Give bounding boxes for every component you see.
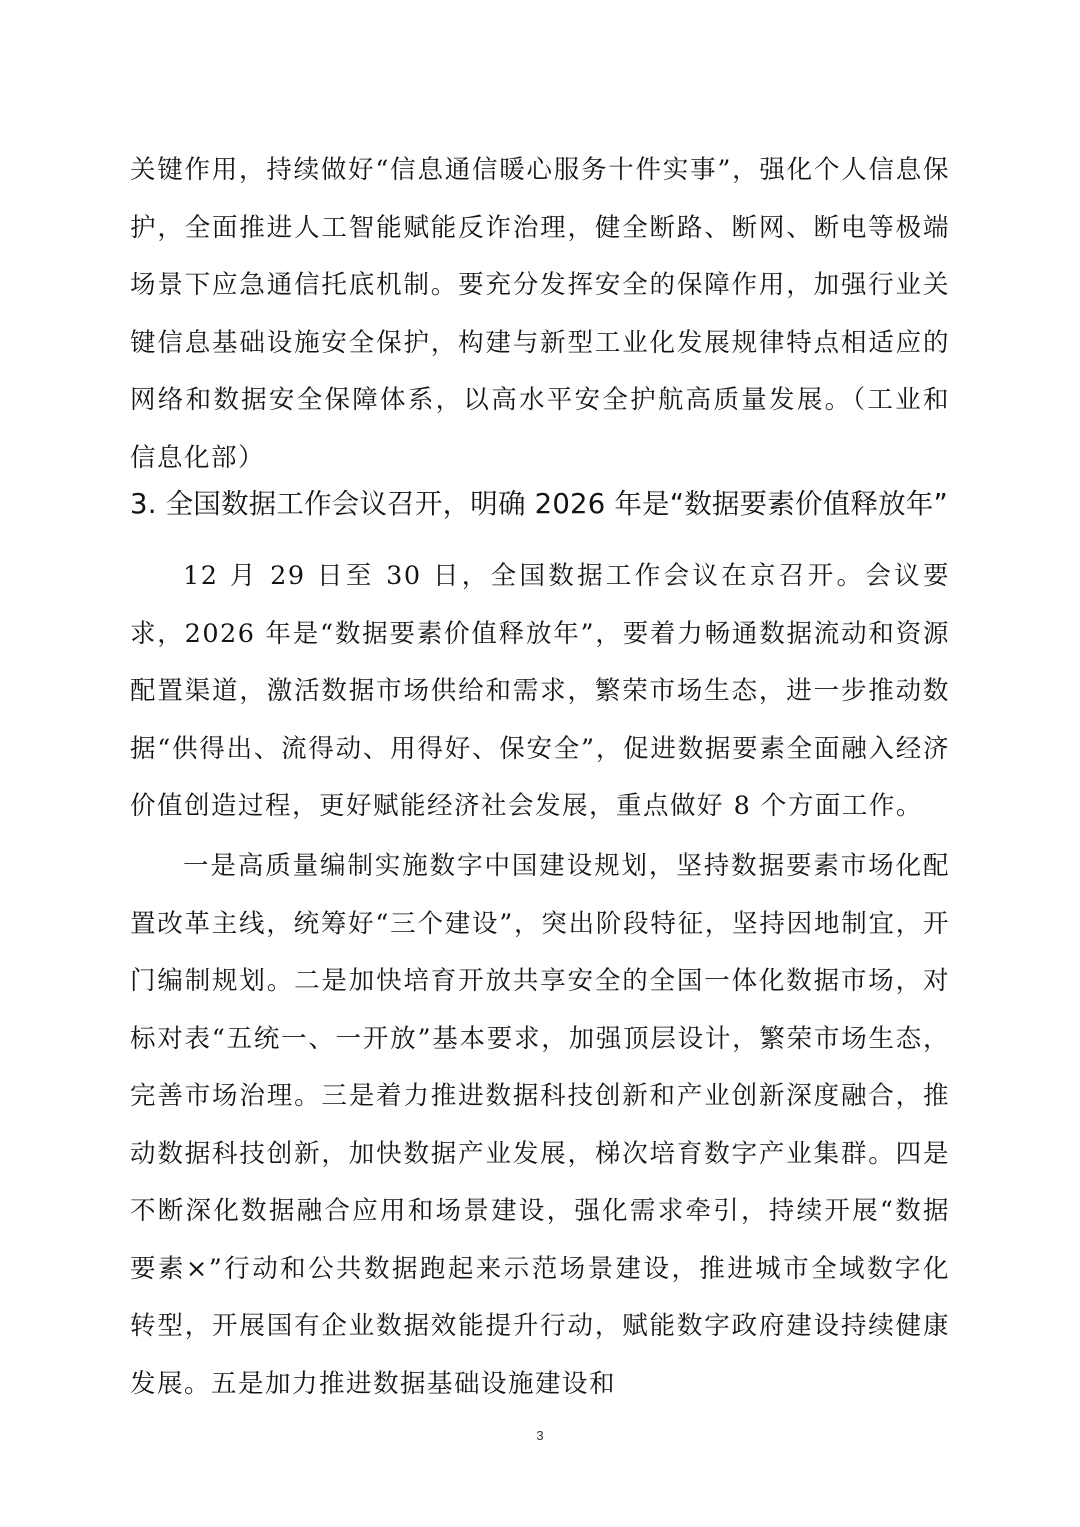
section-heading: 3. 全国数据工作会议召开，明确 2026 年是“数据要素价值释放年” bbox=[130, 488, 948, 520]
page-number: 3 bbox=[536, 1428, 544, 1443]
paragraph-continued: 关键作用，持续做好“信息通信暖心服务十件实事”，强化个人信息保护，全面推进人工智能赋能反诈治理，健全断路、断网、断电等极端场景下应急通信托底机制。要充分发挥安全的保障作用，加强行业关键信息基础设施安全保护，构建与新型工业化发展规律特点相适应的网络和数据安全保障体系，以高水平安全护航高质量发展。（工业和信息化部） bbox=[130, 155, 950, 473]
paragraph-meeting-summary: 12 月 29 日至 30 日，全国数据工作会议在京召开。会议要求，2026 年是“数据要素价值释放年”，要着力畅通数据流动和资源配置渠道，激活数据市场供给和需求，繁荣市场生态，进一步推动数据“供得出、流得动、用得好、保安全”，促进数据要素全面融入经济价值创造过程，更好赋能经济社会发展，重点做好 8 个方面工作。 bbox=[130, 561, 950, 821]
paragraph-work-items: 一是高质量编制实施数字中国建设规划，坚持数据要素市场化配置改革主线，统筹好“三个建设”，突出阶段特征，坚持因地制宜，开门编制规划。二是加快培育开放共享安全的全国一体化数据市场，对标对表“五统一、一开放”基本要求，加强顶层设计，繁荣市场生态，完善市场治理。三是着力推进数据科技创新和产业创新深度融合，推动数据科技创新，加快数据产业发展，梯次培育数字产业集群。四是不断深化数据融合应用和场景建设，强化需求牵引，持续开展“数据要素×”行动和公共数据跑起来示范场景建设，推进城市全域数字化转型，开展国有企业数据效能提升行动，赋能数字政府建设持续健康发展。五是加力推进数据基础设施建设和 bbox=[130, 851, 950, 1399]
